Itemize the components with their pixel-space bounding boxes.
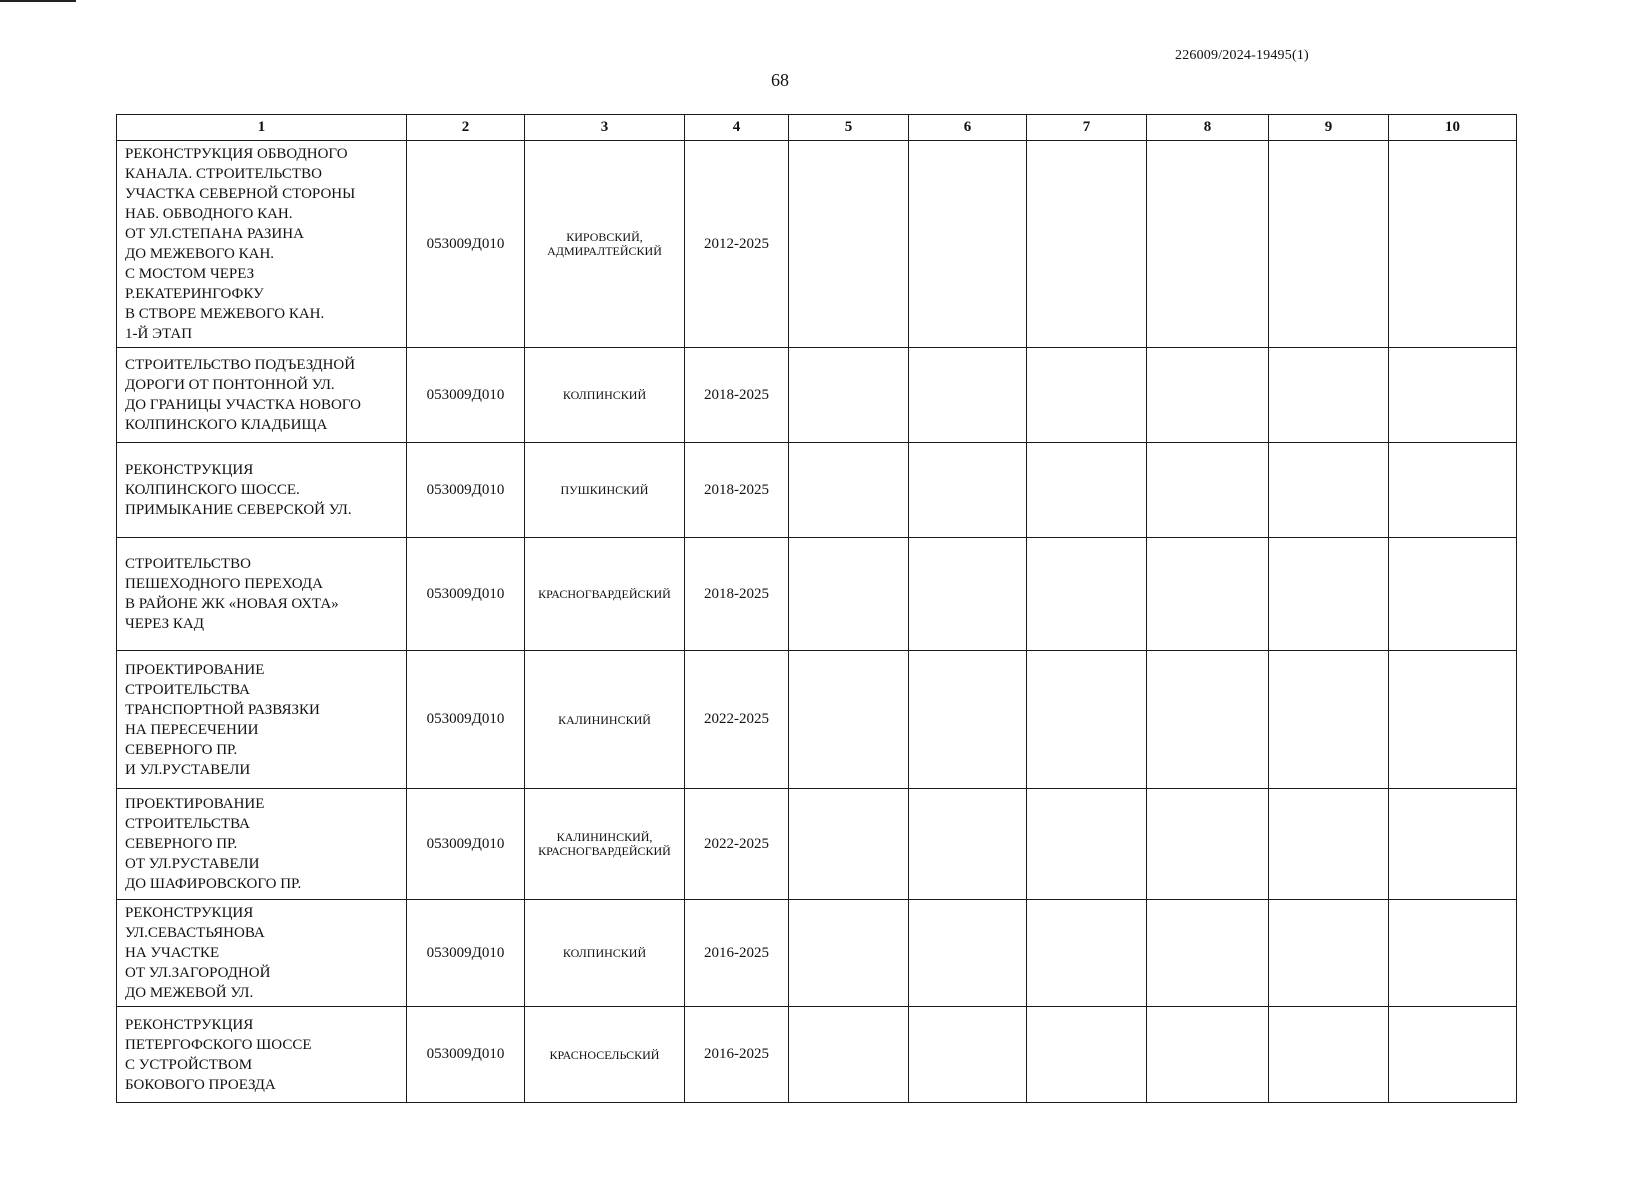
project-name-line: КОЛПИНСКОГО КЛАДБИЩА	[125, 417, 328, 433]
project-name-line: Р.ЕКАТЕРИНГОФКУ	[125, 286, 264, 302]
project-name-line: И УЛ.РУСТАВЕЛИ	[125, 761, 251, 778]
table-row	[117, 141, 1517, 348]
table-row	[117, 538, 1517, 651]
project-name-line: ТРАНСПОРТНОЙ РАЗВЯЗКИ	[125, 701, 320, 718]
project-name-line: РЕКОНСТРУКЦИЯ	[125, 1016, 254, 1033]
district-line: КРАСНОГВАРДЕЙСКИЙ	[538, 844, 671, 858]
district-cell	[525, 443, 685, 538]
column-header-3: 3	[525, 115, 685, 141]
empty-cell-col-5	[789, 443, 909, 538]
empty-cell-col-5	[789, 900, 909, 1007]
empty-cell-col-8	[1147, 348, 1269, 443]
period-cell: 2022-2025	[685, 651, 789, 789]
project-name-line: РЕКОНСТРУКЦИЯ ОБВОДНОГО	[125, 146, 348, 162]
column-header-7: 7	[1027, 115, 1147, 141]
empty-cell-col-9	[1269, 141, 1389, 348]
period-cell: 2016-2025	[685, 900, 789, 1007]
column-header-1: 1	[117, 115, 407, 141]
district-line: КОЛПИНСКИЙ	[562, 388, 647, 402]
project-name-line: В РАЙОНЕ ЖК «НОВАЯ ОХТА»	[125, 596, 339, 612]
empty-cell-col-5	[789, 789, 909, 900]
project-name-line: СТРОИТЕЛЬСТВА	[125, 816, 250, 832]
budget-code-cell: 053009Д010	[407, 1007, 525, 1103]
project-name-line: 1-Й ЭТАП	[125, 326, 193, 342]
column-header-5: 5	[789, 115, 909, 141]
district-cell	[525, 348, 685, 443]
column-header-6: 6	[909, 115, 1027, 141]
project-name-line: ПРОЕКТИРОВАНИЕ	[125, 796, 265, 812]
project-name-line: СТРОИТЕЛЬСТВО ПОДЪЕЗДНОЙ	[125, 357, 356, 373]
empty-cell-col-9	[1269, 443, 1389, 538]
project-name-line: ОТ УЛ.СТЕПАНА РАЗИНА	[125, 226, 304, 242]
project-name-line: РЕКОНСТРУКЦИЯ	[125, 462, 254, 478]
project-name-line: С УСТРОЙСТВОМ	[125, 1056, 253, 1073]
empty-cell-col-8	[1147, 900, 1269, 1007]
empty-cell-col-5	[789, 141, 909, 348]
budget-code-cell: 053009Д010	[407, 443, 525, 538]
empty-cell-col-10	[1389, 1007, 1517, 1103]
column-header-9: 9	[1269, 115, 1389, 141]
project-name-cell	[117, 141, 407, 348]
district-line: КОЛПИНСКИЙ	[562, 946, 647, 960]
empty-cell-col-6	[909, 651, 1027, 789]
empty-cell-col-6	[909, 348, 1027, 443]
empty-cell-col-5	[789, 1007, 909, 1103]
empty-cell-col-10	[1389, 900, 1517, 1007]
empty-cell-col-8	[1147, 651, 1269, 789]
project-name-line: В СТВОРЕ МЕЖЕВОГО КАН.	[125, 306, 325, 322]
project-name-line: УЛ.СЕВАСТЬЯНОВА	[125, 925, 265, 941]
table-row	[117, 900, 1517, 1007]
district-line: АДМИРАЛТЕЙСКИЙ	[547, 244, 662, 258]
empty-cell-col-9	[1269, 348, 1389, 443]
period-cell: 2016-2025	[685, 1007, 789, 1103]
period-cell: 2022-2025	[685, 789, 789, 900]
empty-cell-col-7	[1027, 789, 1147, 900]
project-name-cell	[117, 789, 407, 900]
district-line: КАЛИНИНСКИЙ	[558, 712, 651, 727]
empty-cell-col-7	[1027, 348, 1147, 443]
table-row	[117, 651, 1517, 789]
column-header-8: 8	[1147, 115, 1269, 141]
empty-cell-col-7	[1027, 900, 1147, 1007]
project-name-line: СЕВЕРНОГО ПР.	[125, 836, 238, 852]
period-cell: 2018-2025	[685, 538, 789, 651]
empty-cell-col-8	[1147, 141, 1269, 348]
empty-cell-col-5	[789, 538, 909, 651]
project-name-cell	[117, 443, 407, 538]
empty-cell-col-9	[1269, 789, 1389, 900]
budget-code-cell: 053009Д010	[407, 141, 525, 348]
table-row	[117, 789, 1517, 900]
project-name-line: ПРИМЫКАНИЕ СЕВЕРСКОЙ УЛ.	[125, 502, 352, 518]
district-cell	[525, 651, 685, 789]
project-name-cell	[117, 538, 407, 651]
empty-cell-col-7	[1027, 651, 1147, 789]
budget-code-cell: 053009Д010	[407, 789, 525, 900]
column-header-4: 4	[685, 115, 789, 141]
project-name-line: НА УЧАСТКЕ	[125, 945, 220, 961]
project-name-line: СЕВЕРНОГО ПР.	[125, 741, 238, 758]
empty-cell-col-5	[789, 348, 909, 443]
empty-cell-col-6	[909, 900, 1027, 1007]
empty-cell-col-8	[1147, 538, 1269, 651]
empty-cell-col-6	[909, 443, 1027, 538]
empty-cell-col-7	[1027, 443, 1147, 538]
district-line: КРАСНОСЕЛЬСКИЙ	[549, 1047, 660, 1062]
empty-cell-col-10	[1389, 348, 1517, 443]
projects-table	[116, 114, 1517, 1103]
district-line: КРАСНОГВАРДЕЙСКИЙ	[538, 587, 671, 601]
empty-cell-col-6	[909, 1007, 1027, 1103]
empty-cell-col-10	[1389, 141, 1517, 348]
empty-cell-col-6	[909, 538, 1027, 651]
period-cell: 2018-2025	[685, 348, 789, 443]
empty-cell-col-10	[1389, 538, 1517, 651]
district-line: ПУШКИНСКИЙ	[560, 483, 649, 497]
empty-cell-col-10	[1389, 651, 1517, 789]
page-number: 68	[771, 70, 789, 90]
project-name-line: ПЕШЕХОДНОГО ПЕРЕХОДА	[125, 576, 323, 592]
district-cell	[525, 141, 685, 348]
empty-cell-col-8	[1147, 1007, 1269, 1103]
empty-cell-col-9	[1269, 651, 1389, 789]
table-row	[117, 443, 1517, 538]
district-cell	[525, 1007, 685, 1103]
empty-cell-col-7	[1027, 538, 1147, 651]
project-name-line: СТРОИТЕЛЬСТВА	[125, 681, 250, 698]
district-line: КИРОВСКИЙ,	[566, 230, 643, 244]
project-name-line: ДОРОГИ ОТ ПОНТОННОЙ УЛ.	[125, 377, 335, 393]
project-name-line: ОТ УЛ.РУСТАВЕЛИ	[125, 856, 260, 872]
project-name-line: ДО МЕЖЕВОГО КАН.	[125, 246, 275, 262]
period-cell: 2018-2025	[685, 443, 789, 538]
budget-code-cell: 053009Д010	[407, 651, 525, 789]
budget-code-cell: 053009Д010	[407, 538, 525, 651]
empty-cell-col-5	[789, 651, 909, 789]
empty-cell-col-10	[1389, 789, 1517, 900]
district-cell	[525, 789, 685, 900]
column-header-2: 2	[407, 115, 525, 141]
project-name-line: ДО ШАФИРОВСКОГО ПР.	[125, 876, 302, 892]
table-row	[117, 348, 1517, 443]
empty-cell-col-9	[1269, 1007, 1389, 1103]
scan-edge-mark	[0, 0, 76, 2]
empty-cell-col-7	[1027, 141, 1147, 348]
project-name-cell	[117, 651, 407, 789]
table-row	[117, 1007, 1517, 1103]
project-name-line: НА ПЕРЕСЕЧЕНИИ	[125, 721, 259, 738]
empty-cell-col-6	[909, 141, 1027, 348]
project-name-line: ПРОЕКТИРОВАНИЕ	[125, 661, 265, 678]
empty-cell-col-10	[1389, 443, 1517, 538]
project-name-line: ДО ГРАНИЦЫ УЧАСТКА НОВОГО	[125, 397, 361, 413]
project-name-cell	[117, 1007, 407, 1103]
empty-cell-col-7	[1027, 1007, 1147, 1103]
empty-cell-col-9	[1269, 538, 1389, 651]
empty-cell-col-6	[909, 789, 1027, 900]
project-name-line: ДО МЕЖЕВОЙ УЛ.	[125, 985, 254, 1001]
column-header-10: 10	[1389, 115, 1517, 141]
table-body	[117, 141, 1517, 1103]
column-number-row	[117, 115, 1517, 141]
project-name-line: ЧЕРЕЗ КАД	[125, 616, 204, 632]
project-name-line: РЕКОНСТРУКЦИЯ	[125, 905, 254, 921]
period-cell: 2012-2025	[685, 141, 789, 348]
project-name-cell	[117, 900, 407, 1007]
project-name-line: КОЛПИНСКОГО ШОССЕ.	[125, 482, 300, 498]
project-name-line: УЧАСТКА СЕВЕРНОЙ СТОРОНЫ	[125, 186, 356, 202]
empty-cell-col-8	[1147, 443, 1269, 538]
project-name-line: С МОСТОМ ЧЕРЕЗ	[125, 266, 255, 282]
empty-cell-col-8	[1147, 789, 1269, 900]
project-name-line: БОКОВОГО ПРОЕЗДА	[125, 1076, 276, 1093]
district-cell	[525, 900, 685, 1007]
project-name-line: СТРОИТЕЛЬСТВО	[125, 556, 251, 572]
district-line: КАЛИНИНСКИЙ,	[556, 830, 653, 844]
project-name-line: ОТ УЛ.ЗАГОРОДНОЙ	[125, 965, 271, 981]
document-number: 226009/2024-19495(1)	[1175, 48, 1309, 63]
project-name-line: КАНАЛА. СТРОИТЕЛЬСТВО	[125, 166, 322, 182]
budget-code-cell: 053009Д010	[407, 900, 525, 1007]
project-name-line: НАБ. ОБВОДНОГО КАН.	[125, 206, 293, 222]
empty-cell-col-9	[1269, 900, 1389, 1007]
budget-code-cell: 053009Д010	[407, 348, 525, 443]
district-cell	[525, 538, 685, 651]
project-name-cell	[117, 348, 407, 443]
project-name-line: ПЕТЕРГОФСКОГО ШОССЕ	[125, 1036, 312, 1053]
